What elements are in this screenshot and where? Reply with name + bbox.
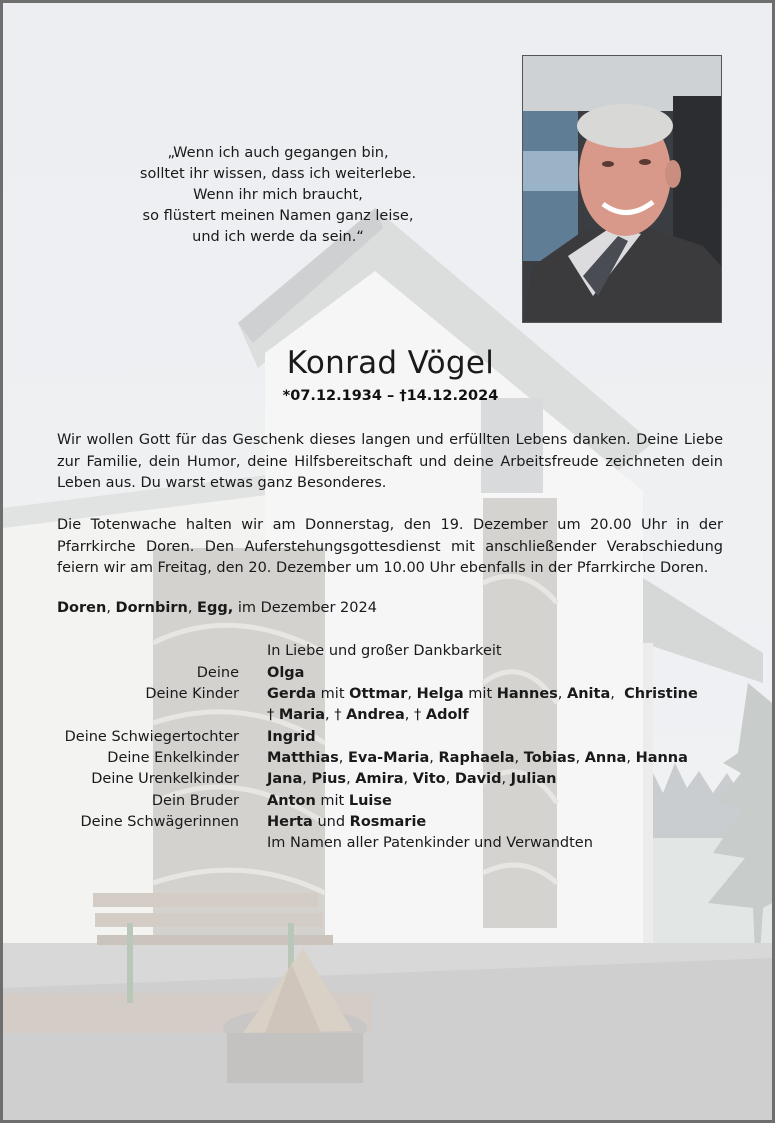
- family-names: Jana, Pius, Amira, Vito, David, Julian: [267, 771, 557, 787]
- family-label: Deine Urenkelkinder: [91, 771, 239, 787]
- family-names: Matthias, Eva-Maria, Raphaela, Tobias, Anna, Hanna: [267, 750, 688, 766]
- connector: mit: [315, 793, 349, 809]
- connector: , †: [404, 707, 426, 723]
- quote-line: so flüstert meinen Namen ganz leise,: [142, 208, 414, 224]
- family-member-name: Gerda: [267, 686, 317, 702]
- deceased-name: Konrad Vögel: [286, 345, 495, 381]
- family-member-name: Tobias: [523, 750, 576, 766]
- service-info-paragraph: Die Totenwache halten wir am Donnerstag, den 19. Dezember um 20.00 Uhr in der Pfarrkirche Doren. Den Auferstehungsgottesdienst mit anschließender Verabschiedung feiern wir am Freitag, den 20. Dezember um 10.00 Uhr ebenfalls in der Pfarrkirche Doren.: [57, 517, 723, 576]
- place-name: Doren: [57, 600, 107, 616]
- family-names: [267, 665, 304, 681]
- quote-line: und ich werde da sein.“: [192, 229, 364, 245]
- family-member-name: Ingrid: [267, 729, 316, 745]
- connector: †: [267, 707, 279, 723]
- family-member-name: Hannes: [496, 686, 558, 702]
- place-name: Egg,: [197, 600, 234, 616]
- family-names: [267, 814, 426, 830]
- family-member-name: Andrea: [346, 707, 405, 723]
- family-label: Deine Kinder: [145, 686, 239, 702]
- family-member-name: Eva-Maria: [348, 750, 430, 766]
- place-name: Dornbirn: [115, 600, 188, 616]
- family-closing: Im Namen aller Patenkinder und Verwandten: [267, 835, 593, 851]
- connector: ,: [557, 686, 567, 702]
- portrait-photo: [522, 55, 722, 323]
- family-member-name: Matthias: [267, 750, 339, 766]
- family-member-name: Rosmarie: [349, 814, 427, 830]
- quote-line: solltet ihr wissen, dass ich weiterlebe.: [139, 166, 417, 182]
- family-member-name: Hanna: [635, 750, 688, 766]
- family-names: [267, 686, 698, 702]
- separator: ,: [106, 600, 116, 616]
- connector: und: [312, 814, 350, 830]
- family-label: Deine Enkelkinder: [107, 750, 239, 766]
- connector: mit: [316, 686, 350, 702]
- family-member-name: Anna: [584, 750, 627, 766]
- life-dates: *07.12.1934 – †14.12.2024: [282, 388, 499, 404]
- family-member-name: Maria: [278, 707, 325, 723]
- family-member-name: Adolf: [425, 707, 469, 723]
- memorial-quote: [118, 143, 438, 248]
- family-member-name: Olga: [267, 665, 305, 681]
- connector: mit: [463, 686, 497, 702]
- family-member-name: Raphaela: [438, 750, 515, 766]
- quote-line: Wenn ihr mich braucht,: [193, 187, 363, 203]
- family-label: Deine: [196, 665, 239, 681]
- family-member-name: Julian: [510, 771, 557, 787]
- family-names: [267, 729, 316, 745]
- family-intro: In Liebe und großer Dankbarkeit: [267, 643, 502, 659]
- family-label: Dein Bruder: [151, 793, 239, 809]
- family-member-name: Helga: [416, 686, 464, 702]
- family-member-name: Amira: [355, 771, 404, 787]
- connector: ,: [610, 686, 625, 702]
- family-member-name: Anton: [267, 793, 316, 809]
- family-names: [267, 707, 469, 723]
- separator: ,: [187, 600, 198, 616]
- family-label: Deine Schwägerinnen: [80, 814, 239, 830]
- family-member-name: Ottmar: [349, 686, 408, 702]
- quote-line: „Wenn ich auch gegangen bin,: [167, 145, 389, 161]
- connector: , †: [324, 707, 347, 723]
- family-label: Deine Schwiegertochter: [64, 729, 239, 745]
- family-member-name: David: [454, 771, 502, 787]
- connector: ,: [407, 686, 417, 702]
- date-text: im Dezember 2024: [233, 600, 377, 616]
- place-and-date: [57, 600, 377, 616]
- family-member-name: Jana: [267, 771, 303, 787]
- family-names: [267, 793, 392, 809]
- family-member-name: Luise: [348, 793, 392, 809]
- family-member-name: Herta: [267, 814, 313, 830]
- family-member-name: Christine: [624, 686, 698, 702]
- gratitude-paragraph: Wir wollen Gott für das Geschenk dieses langen und erfüllten Lebens danken. Deine Liebe zur Familie, dein Humor, deine Hilfsbereitschaft und deine Arbeitsfreude zeichneten dein Leben aus. Du warst etwas ganz Besonderes.: [57, 432, 723, 491]
- family-member-name: Pius: [311, 771, 347, 787]
- family-member-name: Vito: [412, 771, 446, 787]
- family-member-name: Anita: [567, 686, 611, 702]
